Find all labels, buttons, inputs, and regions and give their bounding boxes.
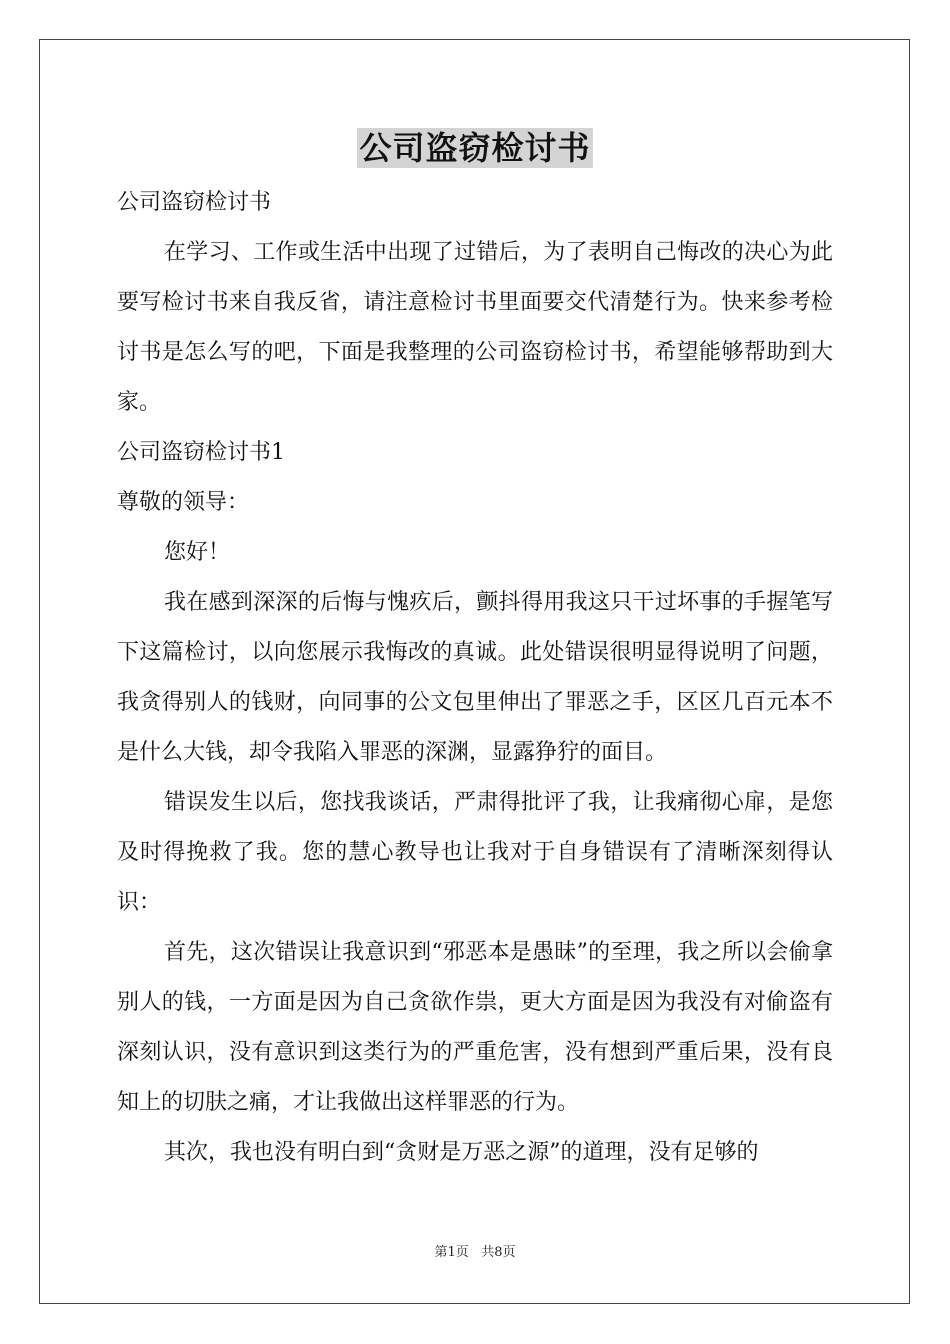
page-total: 共8页 — [481, 1245, 516, 1260]
title-container — [0, 128, 950, 168]
body-paragraph: 首先，这次错误让我意识到“邪恶本是愚昧”的至理，我之所以会偷拿别人的钱，一方面是因为自己贪欲作祟，更大方面是因为我没有对偷盗有深刻认识，没有意识到这类行为的严重危害，没有想到严重后果，没有良知上的切肤之痛，才让我做出这样罪恶的行为。 — [117, 940, 833, 1115]
body-paragraph: 其次，我也没有明白到“贪财是万恶之源”的道理，没有足够的 — [164, 1140, 759, 1165]
document-title: 公司盗窃检讨书 — [359, 129, 591, 167]
subtitle-line: 公司盗窃检讨书 — [117, 190, 272, 215]
document-body — [117, 178, 833, 1178]
salutation: 尊敬的领导： — [117, 490, 250, 515]
page-footer — [0, 1245, 950, 1261]
greeting: 您好！ — [164, 540, 231, 565]
intro-paragraph: 在学习、工作或生活中出现了过错后，为了表明自己悔改的决心为此要写检讨书来自我反省，请注意检讨书里面要交代清楚行为。快来参考检讨书是怎么写的吧，下面是我整理的公司盗窃检讨书，希望能够帮助到大家。 — [117, 240, 833, 415]
section-heading: 公司盗窃检讨书1 — [117, 440, 285, 465]
body-paragraph: 错误发生以后，您找我谈话，严肃得批评了我，让我痛彻心扉，是您及时得挽救了我。您的慧心教导也让我对于自身错误有了清晰深刻得认识： — [117, 790, 833, 915]
page-number: 第1页 — [434, 1245, 469, 1260]
body-paragraph: 我在感到深深的后悔与愧疚后，颤抖得用我这只干过坏事的手握笔写下这篇检讨，以向您展示我悔改的真诚。此处错误很明显得说明了问题，我贪得别人的钱财，向同事的公文包里伸出了罪恶之手，区区几百元本不是什么大钱，却令我陷入罪恶的深渊，显露狰狞的面目。 — [117, 590, 833, 765]
